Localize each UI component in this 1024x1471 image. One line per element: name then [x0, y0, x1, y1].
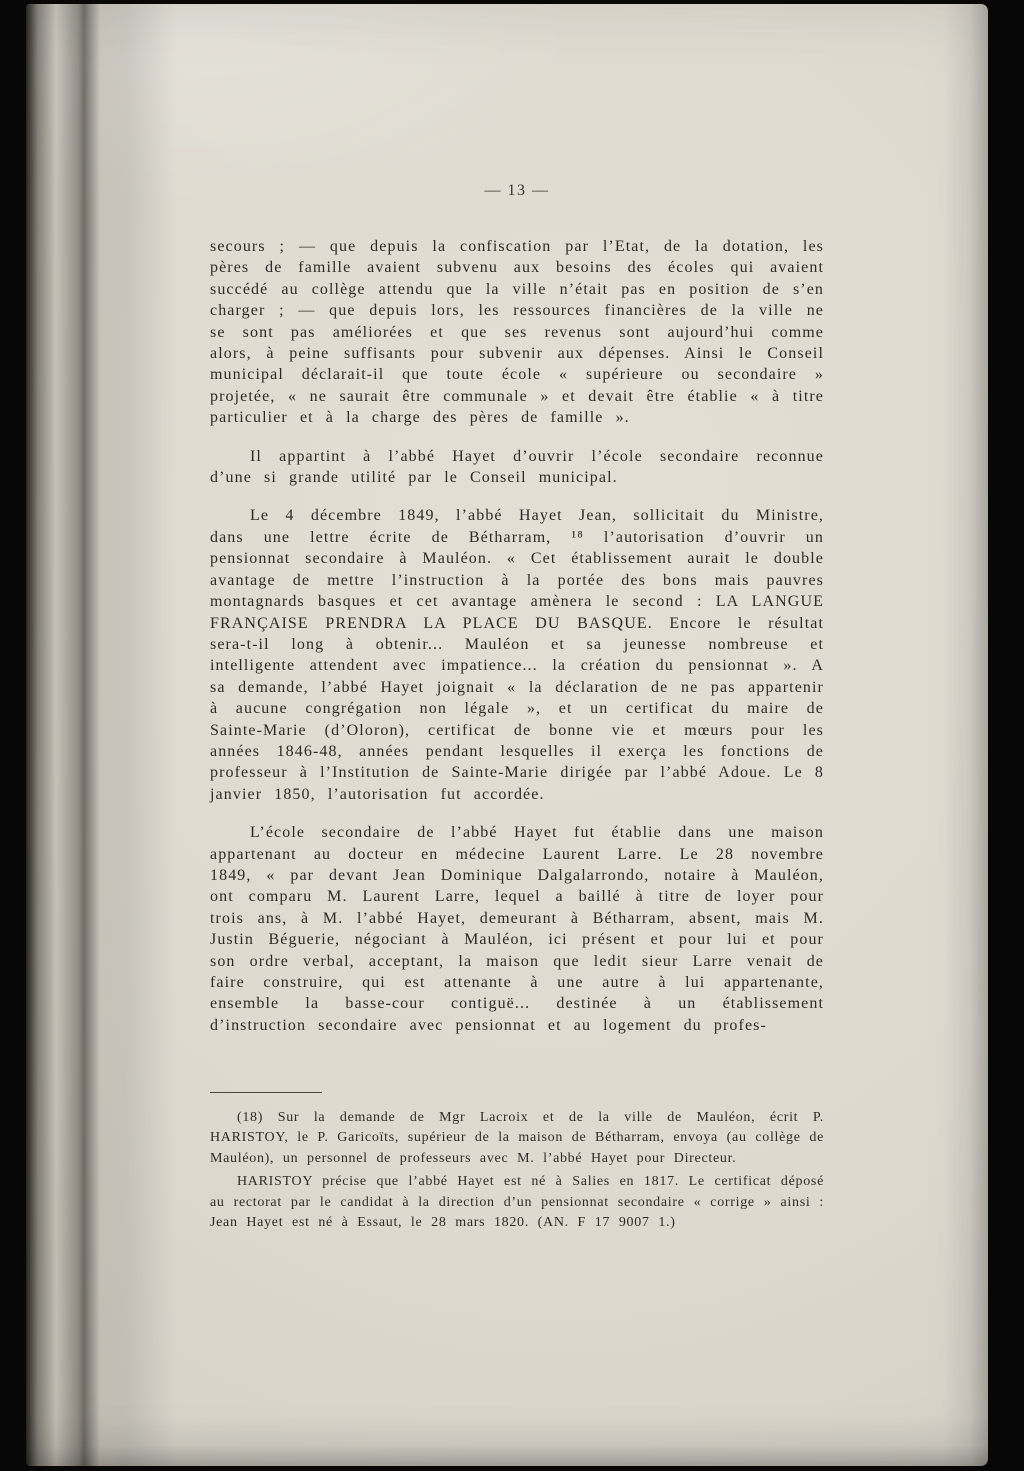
footnote: HARISTOY précise que l’abbé Hayet est né à Salies en 1817. Le certificat déposé au rectorat par le candidat à la direction d’un pensionnat secondaire « corrige » ainsi : Jean Hayet est né à Essaut, le 28 mars 1820. (AN. F 17 9007 1.) — [210, 1174, 824, 1231]
footnote-separator — [210, 1092, 322, 1093]
body-paragraph: Le 4 décembre 1849, l’abbé Hayet Jean, sollicitait du Ministre, dans une lettre écrite de Bétharram, ¹⁸ l’autorisation d’ouvrir un pensionnat secondaire à Mauléon. « Cet établissement aurait le double avantage de mettre l’instruction à la portée des bons mais pauvres montagnards basques et cet avantage amènera le second : LA LANGUE FRANÇAISE PRENDRA LA PLACE DU BASQUE. Encore le résultat sera-t-il long à obtenir... Mauléon et sa jeunesse nombreuse et intelligente attendent avec impatience... la création du pensionnat ». A sa demande, l’abbé Hayet joignait « la déclaration de ne pas appartenir à aucune congrégation non légale », et un certificat du maire de Sainte-Marie (d’Oloron), certificat de bonne vie et mœurs pour les années 1846-48, années pendant lesquelles il exerça les fonctions de professeur à l’Institution de Sainte-Marie dirigée par l’abbé Adoue. Le 8 janvier 1850, l’autorisation fut accordée. — [210, 507, 824, 803]
page-number: — 13 — — [484, 182, 550, 199]
body-paragraph: secours ; — que depuis la confiscation par l’Etat, de la dotation, les pères de famille avaient subvenu aux besoins des écoles qui avaient succédé au collège attendu que la ville n’était pas en position de s’en charger ; — que depuis lors, les ressources financières de la ville ne se sont pas améliorées et que ses revenus sont aujourd’hui comme alors, à peine suffisants pour subvenir aux dépenses. Ainsi le Conseil municipal déclarait-il que toute école « supérieure ou secondaire » projetée, « ne saurait être communale » et devait être établie « à titre particulier et à la charge des pères de famille ». — [210, 238, 824, 427]
page-body — [210, 182, 824, 1053]
body-paragraph: L’école secondaire de l’abbé Hayet fut établie dans une maison appartenant au docteur en médecine Laurent Larre. Le 28 novembre 1849, « par devant Jean Dominique Dalgalarrondo, notaire à Mauléon, ont comparu M. Laurent Larre, lequel a baillé à titre de loyer pour trois ans, à M. l’abbé Hayet, demeurant à Bétharram, absent, mais M. Justin Béguerie, négociant à Mauléon, ici présent et pour lui et pour son ordre verbal, acceptant, la maison que ledit sieur Larre venait de faire construire, qui est attenante à une autre à lui appartenante, ensemble la basse-cour contiguë... destinée à un établissement d’instruction secondaire avec pensionnat et au logement du profes- — [210, 824, 824, 1034]
body-paragraph: Il appartint à l’abbé Hayet d’ouvrir l’école secondaire reconnue d’une si grande utilité par le Conseil municipal. — [210, 447, 824, 487]
footnote: (18) Sur la demande de Mgr Lacroix et de la ville de Mauléon, écrit P. HARISTOY, le P. Garicoïts, supérieur de la maison de Bétharram, envoya (au collège de Mauléon), un personnel de professeurs avec M. l’abbé Hayet pour Directeur. — [210, 1110, 824, 1166]
footnotes-section — [210, 1092, 824, 1236]
scanned-book-page — [26, 4, 988, 1466]
